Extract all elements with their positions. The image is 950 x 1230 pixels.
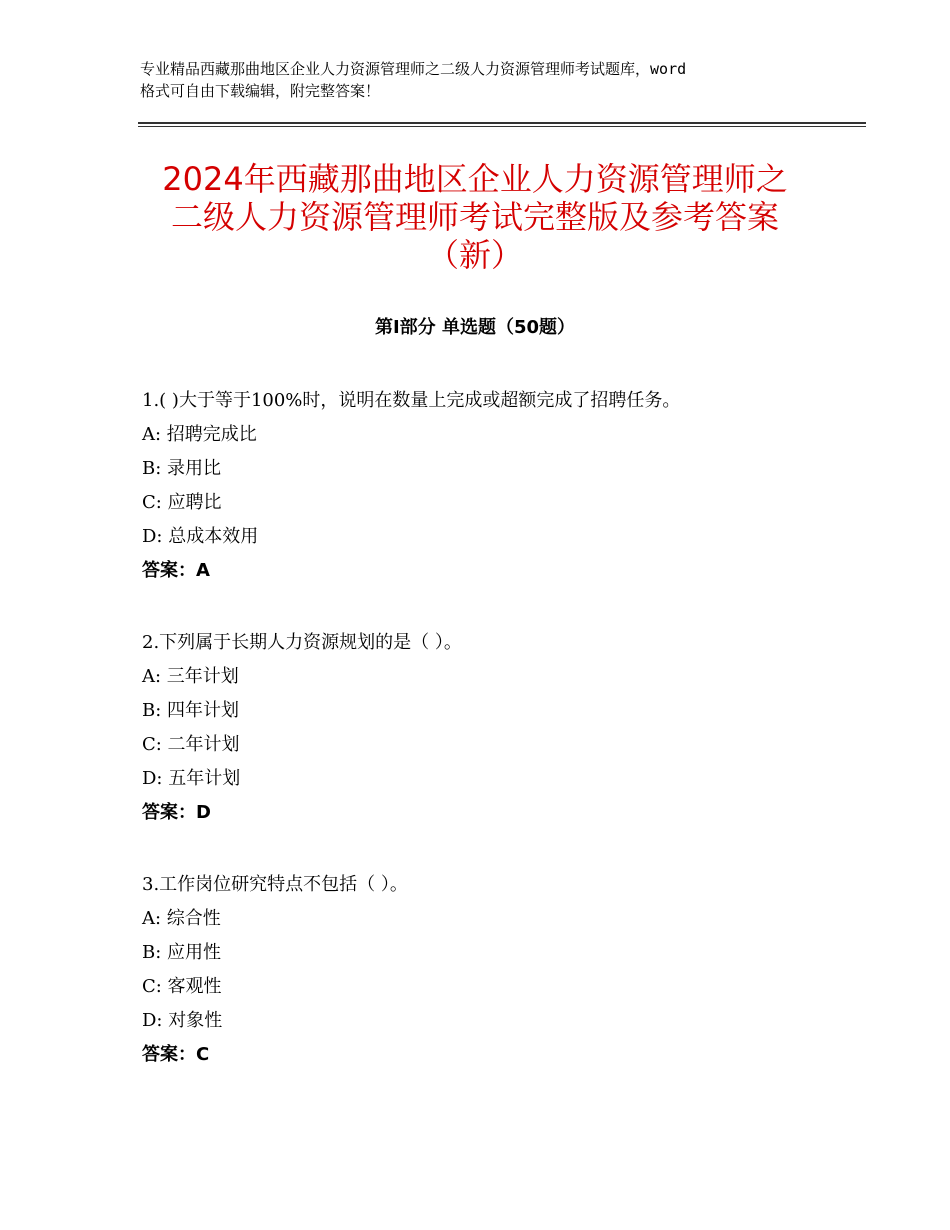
header-note [140, 58, 840, 102]
header-note-line-2: 格式可自由下载编辑，附完整答案！ [140, 82, 381, 100]
answer: 答案：A [142, 560, 210, 581]
document-title [80, 160, 870, 274]
header-divider-thick [138, 122, 866, 124]
document-title-line-2: 二级人力资源管理师考试完整版及参考答案 [170, 198, 779, 236]
option-d: D: 五年计划 [142, 768, 241, 789]
question-stem: 1.( )大于等于100%时，说明在数量上完成或超额完成了招聘任务。 [142, 390, 681, 411]
header-divider-thin [138, 126, 866, 127]
option-d: D: 对象性 [142, 1010, 223, 1031]
option-b: B: 录用比 [142, 458, 222, 479]
option-a: A: 综合性 [142, 908, 221, 929]
option-b: B: 应用性 [142, 942, 222, 963]
answer: 答案：D [142, 802, 211, 823]
question-stem: 3.工作岗位研究特点不包括（ ）。 [142, 874, 408, 895]
question-2 [142, 626, 842, 830]
answer: 答案：C [142, 1044, 210, 1065]
document-title-line-3: （新） [426, 236, 523, 274]
option-a: A: 三年计划 [142, 666, 239, 687]
document-title-line-1: 2024年西藏那曲地区企业人力资源管理师之 [162, 160, 788, 198]
header-note-line-1: 专业精品西藏那曲地区企业人力资源管理师之二级人力资源管理师考试题库，word [140, 60, 687, 78]
option-c: C: 应聘比 [142, 492, 222, 513]
option-d: D: 总成本效用 [142, 526, 259, 547]
question-1 [142, 384, 842, 588]
option-a: A: 招聘完成比 [142, 424, 257, 445]
option-c: C: 二年计划 [142, 734, 240, 755]
question-list [142, 384, 842, 1110]
option-b: B: 四年计划 [142, 700, 240, 721]
question-3 [142, 868, 842, 1072]
question-stem: 2.下列属于长期人力资源规划的是（ ）。 [142, 632, 462, 653]
option-c: C: 客观性 [142, 976, 222, 997]
section-title: 第Ⅰ部分 单选题（50题） [374, 317, 575, 338]
